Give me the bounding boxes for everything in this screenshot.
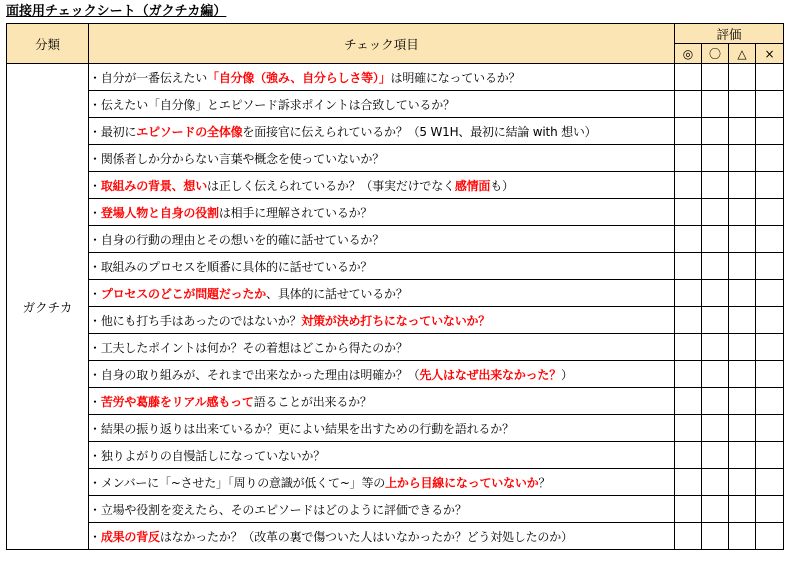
check-item-text <box>89 388 675 415</box>
table-row <box>7 199 784 226</box>
table-row <box>7 523 784 550</box>
eval-triangle-cell[interactable] <box>729 442 756 469</box>
emphasis-text: 苦労や葛藤をリアル感もって <box>100 394 254 409</box>
eval-triangle-cell[interactable] <box>729 172 756 199</box>
check-item-text <box>89 280 675 307</box>
check-item-text <box>89 496 675 523</box>
eval-cross-cell[interactable] <box>756 361 784 388</box>
eval-circle-cell[interactable] <box>702 469 729 496</box>
bullet: ・ <box>89 178 101 193</box>
item-text: 取組みのプロセスを順番に具体的に話せているか？ <box>100 259 373 274</box>
eval-double-circle-cell[interactable] <box>675 253 702 280</box>
eval-double-circle-cell[interactable] <box>675 172 702 199</box>
item-text: 立場や役割を変えたら、そのエピソードはどのように評価できるか？ <box>100 502 467 517</box>
eval-triangle-cell[interactable] <box>729 469 756 496</box>
item-text: 、具体的に話せているか？ <box>266 286 408 301</box>
eval-double-circle-cell[interactable] <box>675 334 702 361</box>
eval-double-circle-cell[interactable] <box>675 496 702 523</box>
table-row <box>7 172 784 199</box>
item-text: 独りよがりの自慢話しになっていないか？ <box>100 448 326 463</box>
check-item-text <box>89 334 675 361</box>
header-check-item: チェック項目 <box>89 24 675 64</box>
bullet: ・ <box>89 124 101 139</box>
item-text: は明確になっているか？ <box>390 70 521 85</box>
header-symbol-triangle: △ <box>729 44 756 64</box>
eval-circle-cell[interactable] <box>702 253 729 280</box>
item-text: 工夫したポイントは何か？その着想はどこから得たのか？ <box>100 340 408 355</box>
table-row <box>7 469 784 496</box>
eval-cross-cell[interactable] <box>756 523 784 550</box>
item-text: ？ <box>538 475 551 490</box>
eval-cross-cell[interactable] <box>756 199 784 226</box>
eval-double-circle-cell[interactable] <box>675 523 702 550</box>
eval-double-circle-cell[interactable] <box>675 280 702 307</box>
emphasis-text: 対策が決め打ちになっていないか？ <box>301 313 491 328</box>
eval-circle-cell[interactable] <box>702 523 729 550</box>
eval-cross-cell[interactable] <box>756 118 784 145</box>
bullet: ・ <box>89 205 101 220</box>
eval-circle-cell[interactable] <box>702 199 729 226</box>
eval-circle-cell[interactable] <box>702 172 729 199</box>
table-row <box>7 226 784 253</box>
eval-triangle-cell[interactable] <box>729 118 756 145</box>
eval-triangle-cell[interactable] <box>729 523 756 550</box>
eval-circle-cell[interactable] <box>702 280 729 307</box>
check-item-text <box>89 118 675 145</box>
check-item-text <box>89 469 675 496</box>
eval-double-circle-cell[interactable] <box>675 469 702 496</box>
eval-triangle-cell[interactable] <box>729 253 756 280</box>
bullet: ・ <box>89 97 101 112</box>
eval-triangle-cell[interactable] <box>729 199 756 226</box>
check-item-text <box>89 415 675 442</box>
item-text: ） <box>561 367 573 382</box>
sheet-title: 面接用チェックシート（ガクチカ編） <box>6 4 227 19</box>
check-item-text <box>89 145 675 172</box>
table-row <box>7 307 784 334</box>
table-row <box>7 388 784 415</box>
header-symbol-double-circle: ◎ <box>675 44 702 64</box>
eval-circle-cell[interactable] <box>702 64 729 91</box>
emphasis-text: 感情面 <box>454 178 491 193</box>
eval-triangle-cell[interactable] <box>729 388 756 415</box>
item-text: 最初に <box>100 124 137 139</box>
emphasis-text: 上から目線になっていないか <box>385 475 539 490</box>
check-item-text <box>89 91 675 118</box>
header-evaluation: 評価 <box>675 24 784 44</box>
table-row <box>7 496 784 523</box>
eval-double-circle-cell[interactable] <box>675 199 702 226</box>
table-row <box>7 91 784 118</box>
eval-triangle-cell[interactable] <box>729 64 756 91</box>
check-item-text <box>89 307 675 334</box>
check-item-text <box>89 64 675 91</box>
category-cell: ガクチカ <box>7 64 89 550</box>
item-text: は正しく伝えられているか？（事実だけでなく <box>207 178 455 193</box>
bullet: ・ <box>89 367 101 382</box>
emphasis-text: 成果の背反 <box>100 529 160 544</box>
eval-cross-cell[interactable] <box>756 280 784 307</box>
bullet: ・ <box>89 475 101 490</box>
table-row <box>7 334 784 361</box>
table-row <box>7 253 784 280</box>
eval-double-circle-cell[interactable] <box>675 442 702 469</box>
eval-double-circle-cell[interactable] <box>675 361 702 388</box>
eval-double-circle-cell[interactable] <box>675 145 702 172</box>
check-sheet-table <box>6 23 784 550</box>
eval-cross-cell[interactable] <box>756 91 784 118</box>
eval-cross-cell[interactable] <box>756 253 784 280</box>
emphasis-text: 「自分像（強み、自分らしさ等）」 <box>207 70 391 85</box>
eval-cross-cell[interactable] <box>756 172 784 199</box>
eval-cross-cell[interactable] <box>756 226 784 253</box>
eval-cross-cell[interactable] <box>756 64 784 91</box>
bullet: ・ <box>89 259 101 274</box>
eval-triangle-cell[interactable] <box>729 361 756 388</box>
bullet: ・ <box>89 70 101 85</box>
item-text: 自分が一番伝えたい <box>100 70 208 85</box>
eval-circle-cell[interactable] <box>702 226 729 253</box>
eval-triangle-cell[interactable] <box>729 415 756 442</box>
eval-circle-cell[interactable] <box>702 145 729 172</box>
eval-cross-cell[interactable] <box>756 334 784 361</box>
eval-double-circle-cell[interactable] <box>675 64 702 91</box>
bullet: ・ <box>89 502 101 517</box>
item-text: 関係者しか分からない言葉や概念を使っていないか？ <box>100 151 385 166</box>
eval-triangle-cell[interactable] <box>729 91 756 118</box>
bullet: ・ <box>89 232 101 247</box>
eval-double-circle-cell[interactable] <box>675 415 702 442</box>
bullet: ・ <box>89 421 101 436</box>
bullet: ・ <box>89 529 101 544</box>
eval-circle-cell[interactable] <box>702 388 729 415</box>
eval-circle-cell[interactable] <box>702 415 729 442</box>
table-row <box>7 415 784 442</box>
eval-cross-cell[interactable] <box>756 415 784 442</box>
item-text: を面接官に伝えられているか？（5 W1H、最初に結論 with 想い） <box>242 124 597 139</box>
item-text: 語ることが出来るか？ <box>253 394 372 409</box>
eval-cross-cell[interactable] <box>756 469 784 496</box>
eval-triangle-cell[interactable] <box>729 226 756 253</box>
eval-double-circle-cell[interactable] <box>675 307 702 334</box>
check-item-text <box>89 523 675 550</box>
table-row <box>7 118 784 145</box>
emphasis-text: エピソードの全体像 <box>136 124 243 139</box>
table-row <box>7 145 784 172</box>
check-item-text <box>89 253 675 280</box>
table-row <box>7 64 784 91</box>
bullet: ・ <box>89 313 101 328</box>
eval-circle-cell[interactable] <box>702 91 729 118</box>
emphasis-text: プロセスのどこが問題だったか <box>100 286 267 301</box>
check-item-text <box>89 226 675 253</box>
emphasis-text: 先人はなぜ出来なかった？ <box>419 367 562 382</box>
check-item-text <box>89 361 675 388</box>
eval-cross-cell[interactable] <box>756 442 784 469</box>
emphasis-text: 取組みの背景、想い <box>100 178 208 193</box>
eval-cross-cell[interactable] <box>756 388 784 415</box>
bullet: ・ <box>89 286 101 301</box>
table-row <box>7 361 784 388</box>
eval-double-circle-cell[interactable] <box>675 118 702 145</box>
item-text: も） <box>490 178 514 193</box>
eval-triangle-cell[interactable] <box>729 145 756 172</box>
eval-double-circle-cell[interactable] <box>675 226 702 253</box>
check-item-text <box>89 442 675 469</box>
header-row <box>7 24 784 44</box>
table-row <box>7 280 784 307</box>
item-text: 自身の取り組みが、それまで出来なかった理由は明確か？（ <box>100 367 420 382</box>
item-text: 自身の行動の理由とその想いを的確に話せているか？ <box>100 232 385 247</box>
eval-cross-cell[interactable] <box>756 307 784 334</box>
bullet: ・ <box>89 151 101 166</box>
emphasis-text: 登場人物と自身の役割 <box>100 205 219 220</box>
eval-cross-cell[interactable] <box>756 145 784 172</box>
item-text: 結果の振り返りは出来ているか？更によい結果を出すための行動を語れるか？ <box>100 421 514 436</box>
check-item-text <box>89 199 675 226</box>
eval-circle-cell[interactable] <box>702 334 729 361</box>
item-text: は相手に理解されているか？ <box>218 205 373 220</box>
eval-double-circle-cell[interactable] <box>675 388 702 415</box>
item-text: 伝えたい「自分像」とエピソード訴求ポイントは合致しているか？ <box>100 97 455 112</box>
bullet: ・ <box>89 448 101 463</box>
eval-double-circle-cell[interactable] <box>675 91 702 118</box>
eval-triangle-cell[interactable] <box>729 280 756 307</box>
item-text: 他にも打ち手はあったのではないか？ <box>100 313 302 328</box>
check-item-text <box>89 172 675 199</box>
table-row <box>7 442 784 469</box>
eval-circle-cell[interactable] <box>702 361 729 388</box>
eval-circle-cell[interactable] <box>702 496 729 523</box>
eval-triangle-cell[interactable] <box>729 334 756 361</box>
eval-cross-cell[interactable] <box>756 496 784 523</box>
item-text: はなかったか？（改革の裏で傷ついた人はいなかったか？どう対処したのか） <box>159 529 573 544</box>
bullet: ・ <box>89 340 101 355</box>
eval-circle-cell[interactable] <box>702 118 729 145</box>
bullet: ・ <box>89 394 101 409</box>
eval-triangle-cell[interactable] <box>729 496 756 523</box>
eval-triangle-cell[interactable] <box>729 307 756 334</box>
eval-circle-cell[interactable] <box>702 442 729 469</box>
header-category: 分類 <box>7 24 89 64</box>
item-text: メンバーに「~させた」「周りの意識が低くて~」等の <box>100 475 386 490</box>
header-symbol-circle: 〇 <box>702 44 729 64</box>
eval-circle-cell[interactable] <box>702 307 729 334</box>
header-symbol-cross: × <box>756 44 784 64</box>
